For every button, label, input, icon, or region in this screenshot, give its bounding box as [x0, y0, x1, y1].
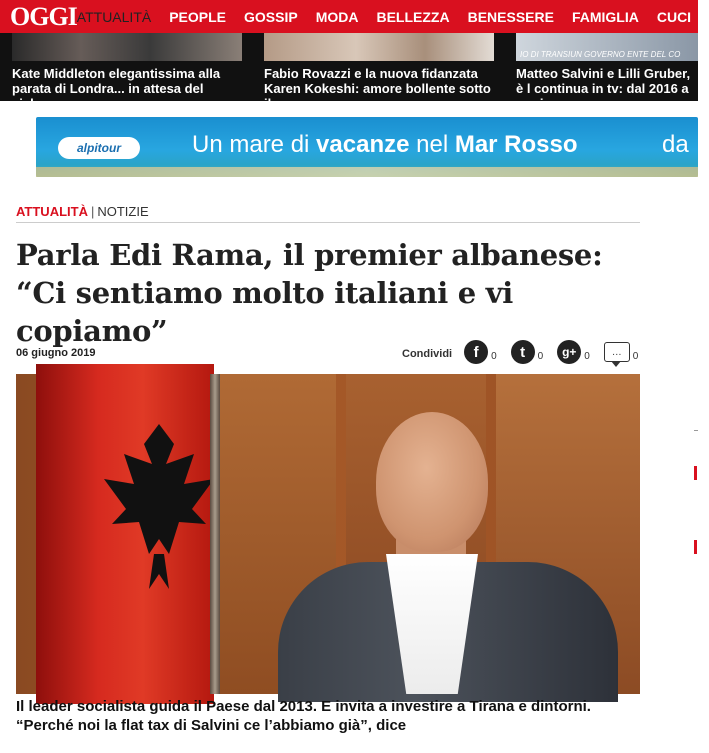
breadcrumb-separator: |: [90, 204, 95, 219]
banner-text-mid: nel: [409, 131, 455, 158]
sidebar-edge: [694, 430, 698, 431]
nav-item-benessere[interactable]: BENESSERE: [467, 8, 554, 25]
teaser-thumbnail[interactable]: [516, 33, 698, 61]
teaser-title[interactable]: Fabio Rovazzi e la nuova fidanzata Karen Kokeshi: amore bollente sotto il: [264, 66, 491, 111]
sidebar-edge: [694, 540, 697, 554]
albanian-flag: [36, 364, 214, 704]
nav-item-gossip[interactable]: GOSSIP: [244, 8, 298, 25]
googleplus-icon[interactable]: g+: [557, 340, 581, 364]
top-nav-bar: [0, 0, 698, 33]
divider: [16, 222, 640, 223]
comment-icon[interactable]: …: [604, 342, 630, 362]
flagpole: [210, 374, 220, 694]
eagle-emblem: [94, 404, 224, 604]
sidebar-edge: [694, 466, 697, 480]
googleplus-count: 0: [584, 350, 590, 362]
article-date: 06 giugno 2019: [16, 347, 96, 359]
twitter-icon[interactable]: t: [511, 340, 535, 364]
nav-item-attualita[interactable]: ATTUALITÀ: [76, 8, 152, 25]
twitter-count: 0: [537, 350, 544, 362]
teaser-card[interactable]: [12, 33, 247, 111]
site-logo[interactable]: OGGI: [10, 1, 77, 31]
alpitour-logo: [58, 137, 140, 159]
facebook-icon[interactable]: f: [464, 340, 488, 364]
head: [376, 412, 488, 552]
banner-text-prefix: Un mare di: [192, 131, 317, 158]
subcategory-link[interactable]: NOTIZIE: [97, 204, 149, 219]
teaser-title[interactable]: Matteo Salvini e Lilli Gruber, è l continua in tv: dal 2016 a oggi s: [516, 66, 691, 111]
article-headline: Parla Edi Rama, il premier albanese: “Ci sentiamo molto italiani e vi copiamo”: [16, 238, 603, 348]
share-bar: [402, 339, 652, 365]
photo-caption: Il leader socialista guida il Paese dal 2013. E invita a investire a Tirana e dintorni. “Perché noi la flat tax di Salvini ce l’abbiamo già”, dice: [16, 698, 591, 734]
teaser-strip: [0, 33, 698, 111]
facebook-count: 0: [491, 350, 497, 362]
brand-name: alpitour: [77, 141, 121, 155]
nav-item-moda[interactable]: MODA: [315, 8, 359, 25]
banner-text-mar-rosso: Mar Rosso: [454, 131, 578, 158]
nav-item-bellezza[interactable]: BELLEZZA: [376, 8, 450, 25]
teaser-thumbnail[interactable]: [264, 33, 494, 61]
main-nav: [77, 0, 709, 33]
comment-count: 0: [632, 350, 639, 362]
nav-item-people[interactable]: PEOPLE: [169, 8, 227, 25]
teaser-thumbnail[interactable]: [12, 33, 242, 61]
category-link[interactable]: ATTUALITÀ: [16, 204, 88, 219]
teaser-card[interactable]: [264, 33, 499, 111]
ad-banner[interactable]: [36, 117, 698, 177]
article-photo: [16, 374, 640, 694]
teaser-title[interactable]: Kate Middleton elegantissima alla parata di Londra... in attesa del ciclone: [12, 66, 221, 111]
teaser-card[interactable]: [516, 33, 698, 111]
nav-item-famiglia[interactable]: FAMIGLIA: [571, 8, 639, 25]
banner-text-vacanze: vacanze: [316, 131, 410, 158]
banner-beach: [36, 167, 698, 177]
share-label: Condividi: [402, 348, 453, 360]
banner-text: [192, 131, 578, 159]
nav-item-cucina[interactable]: CUCI: [656, 8, 692, 25]
thumbnail-caption: IO DI TRANSIUN GOVERNO ENTE DEL CO: [520, 50, 681, 59]
banner-text-tail: da: [662, 131, 689, 158]
breadcrumb: [16, 204, 149, 219]
